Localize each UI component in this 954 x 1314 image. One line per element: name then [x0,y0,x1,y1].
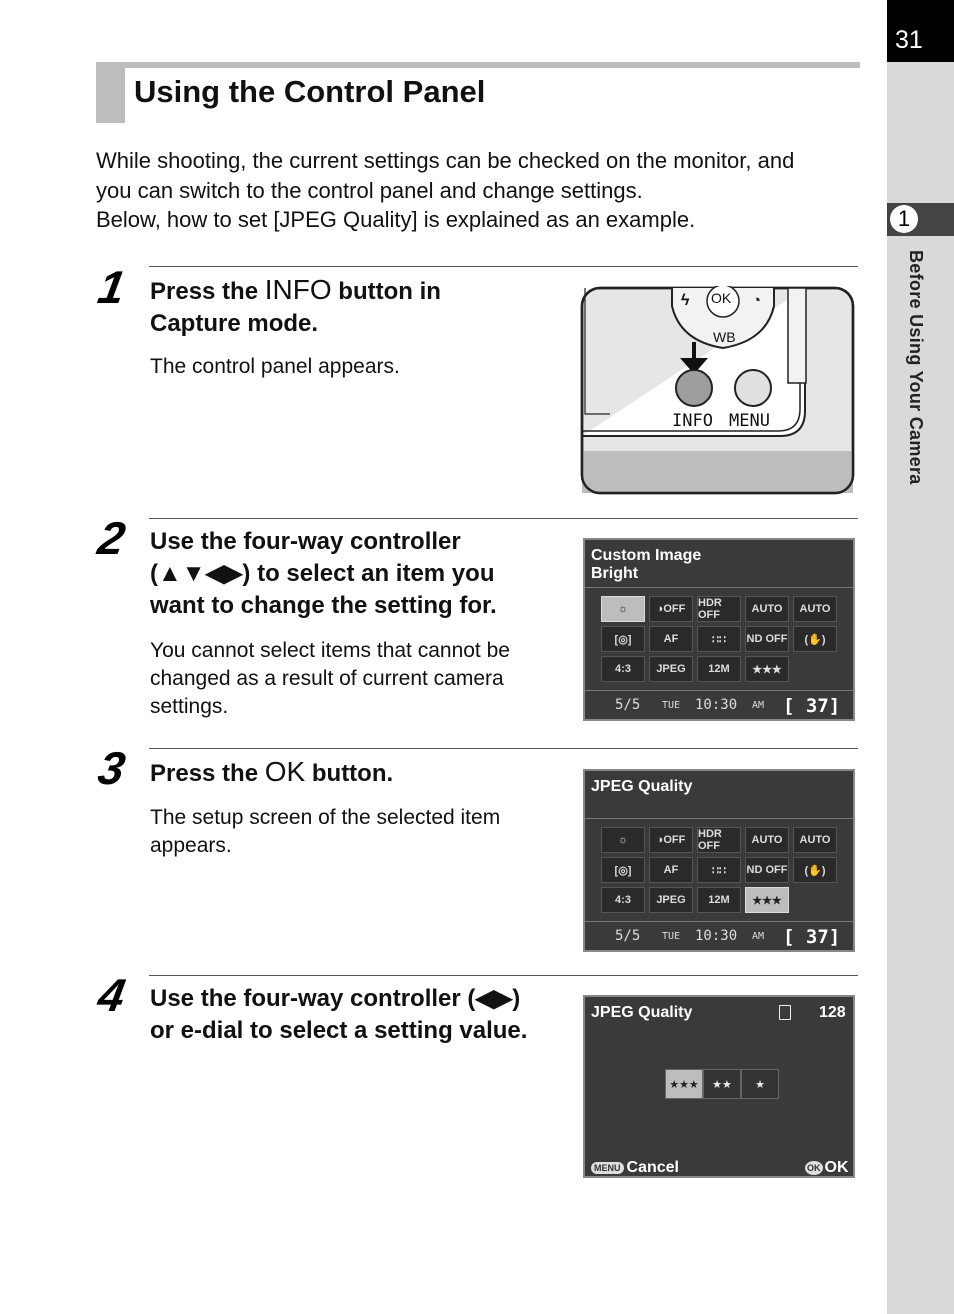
screen-divider [585,690,853,691]
control-panel-item[interactable]: HDR OFF [697,827,741,853]
side-tab [887,0,954,1314]
intro-line: While shooting, the current settings can be checked on the monitor, and [96,148,795,173]
control-panel-item[interactable]: 12M [697,656,741,682]
step-body-text: The setup screen of the selected item [150,806,501,829]
control-panel-grid [601,596,837,682]
step-number: 3 [94,742,130,794]
step-number: 4 [94,969,130,1021]
screen-divider [585,818,853,819]
shots-remaining: [ 37] [783,695,841,717]
control-panel-item[interactable]: ∷∷ [697,626,741,652]
info-button [676,370,712,406]
status-ampm: AM [752,700,765,711]
control-panel-item[interactable]: AUTO [745,596,789,622]
status-date: 5/5 [615,697,641,713]
screen-title: JPEG Quality [591,1004,693,1021]
control-panel-item[interactable]: ◑OFF [649,827,693,853]
step-number: 2 [94,512,130,564]
info-button-label: INFO [672,411,713,431]
intro-line: you can switch to the control panel and change settings. [96,177,643,203]
control-panel-item[interactable]: ND OFF [745,626,789,652]
control-panel-item[interactable]: ☼ [601,827,645,853]
control-panel-item[interactable]: [◎] [601,626,645,652]
control-panel-item[interactable]: HDR OFF [697,596,741,622]
step-title-text: Press the [150,760,265,787]
jpeg-quality-setup-screen [583,995,855,1178]
flash-icon: ϟ [681,292,690,309]
control-panel-screen [583,538,855,721]
step-divider [149,518,858,519]
step-title-text: Capture mode. [150,310,319,337]
control-panel-item[interactable]: 4:3 [601,656,645,682]
step-title [150,756,570,790]
screen-divider [585,921,853,922]
ok-label: OK [824,1159,849,1176]
intro-paragraph [96,146,866,235]
step-title [150,274,570,340]
step-divider [149,748,858,749]
sd-card-icon [779,1005,791,1020]
step-body [150,637,570,721]
chapter-number: 1 [890,205,918,233]
step-title-text: Press the [150,278,265,305]
screen-divider [585,587,853,588]
status-bar [615,926,845,948]
control-panel-item[interactable]: 4:3 [601,887,645,913]
control-panel-item[interactable]: ∷∷ [697,857,741,883]
step-divider [149,266,858,267]
control-panel-item[interactable]: AUTO [793,596,837,622]
step-body [150,804,570,860]
control-panel-grid [601,827,837,913]
empty-cell [793,656,837,682]
step-title [150,983,580,1047]
shots-remaining: [ 37] [783,926,841,948]
control-panel-item[interactable]: ★★★ [745,656,789,682]
step-body-text: appears. [150,834,232,857]
step-title [150,526,570,622]
control-panel-item[interactable]: ☼ [601,596,645,622]
control-panel-item[interactable]: AF [649,626,693,652]
control-panel-item[interactable]: ★★★ [745,887,789,913]
header-accent [96,62,125,123]
cancel-hint [591,1159,679,1177]
jpeg-quality-panel-screen [583,769,855,952]
cancel-label: Cancel [626,1159,679,1176]
empty-cell [793,887,837,913]
step-body-text: changed as a result of current camera [150,667,504,690]
status-bar [615,695,845,717]
ok-key-label: OK [264,756,306,787]
step-title-text: Use the four-way controller [150,528,461,555]
quality-options [665,1069,779,1099]
control-panel-item[interactable]: ND OFF [745,857,789,883]
control-panel-item[interactable]: 12M [697,887,741,913]
status-day: TUE [662,931,681,942]
control-panel-item[interactable]: AF [649,857,693,883]
step-divider [149,975,858,976]
control-panel-item[interactable]: ◑OFF [649,596,693,622]
timer-icon: ◔ [752,292,762,309]
control-panel-item[interactable]: AUTO [745,827,789,853]
status-time: 10:30 [695,928,738,944]
step-body-text: You cannot select items that cannot be [150,639,510,662]
screen-subtitle: Bright [591,565,639,582]
ok-hint [805,1159,849,1177]
ok-key-icon: OK [807,1163,821,1173]
page-number: 31 [895,26,923,54]
camera-buttons [670,340,780,415]
quality-option[interactable]: ★ [741,1069,779,1099]
quality-option[interactable]: ★★ [703,1069,741,1099]
status-ampm: AM [752,931,765,942]
step-title-text: (▲▼◀▶) to select an item you [150,560,495,587]
step-title-text: Use the four-way controller (◀▶) [150,985,521,1012]
step-body-text: settings. [150,695,229,718]
chapter-title: Before Using Your Camera [906,250,926,485]
page-title: Using the Control Panel [134,74,486,109]
status-day: TUE [662,700,681,711]
quality-option[interactable]: ★★★ [665,1069,703,1099]
control-panel-item[interactable]: JPEG [649,656,693,682]
shots-count: 128 [819,1004,846,1021]
header-bar [96,62,860,68]
step-title-text: want to change the setting for. [150,592,497,619]
control-panel-item[interactable]: [◎] [601,857,645,883]
menu-key-icon: MENU [591,1162,624,1174]
status-date: 5/5 [615,928,641,944]
step-number: 1 [94,261,130,313]
control-panel-item[interactable]: AUTO [793,827,837,853]
step-title-text: button. [305,760,394,787]
control-panel-item[interactable]: (✋) [793,857,837,883]
screen-title: JPEG Quality [591,778,693,795]
step-title-text: button in [331,278,441,305]
info-key-label: INFO [264,274,332,305]
control-panel-item[interactable]: JPEG [649,887,693,913]
menu-button [735,370,771,406]
wb-button-label: WB [713,329,736,345]
menu-button-label: MENU [729,411,770,431]
ok-button-label: OK [711,290,732,306]
control-panel-item[interactable]: (✋) [793,626,837,652]
screen-title: Custom Image [591,547,702,564]
intro-line: Below, how to set [JPEG Quality] is explained as an example. [96,207,696,232]
step-body: The control panel appears. [150,355,400,378]
status-time: 10:30 [695,697,738,713]
step-title-text: or e-dial to select a setting value. [150,1017,528,1044]
